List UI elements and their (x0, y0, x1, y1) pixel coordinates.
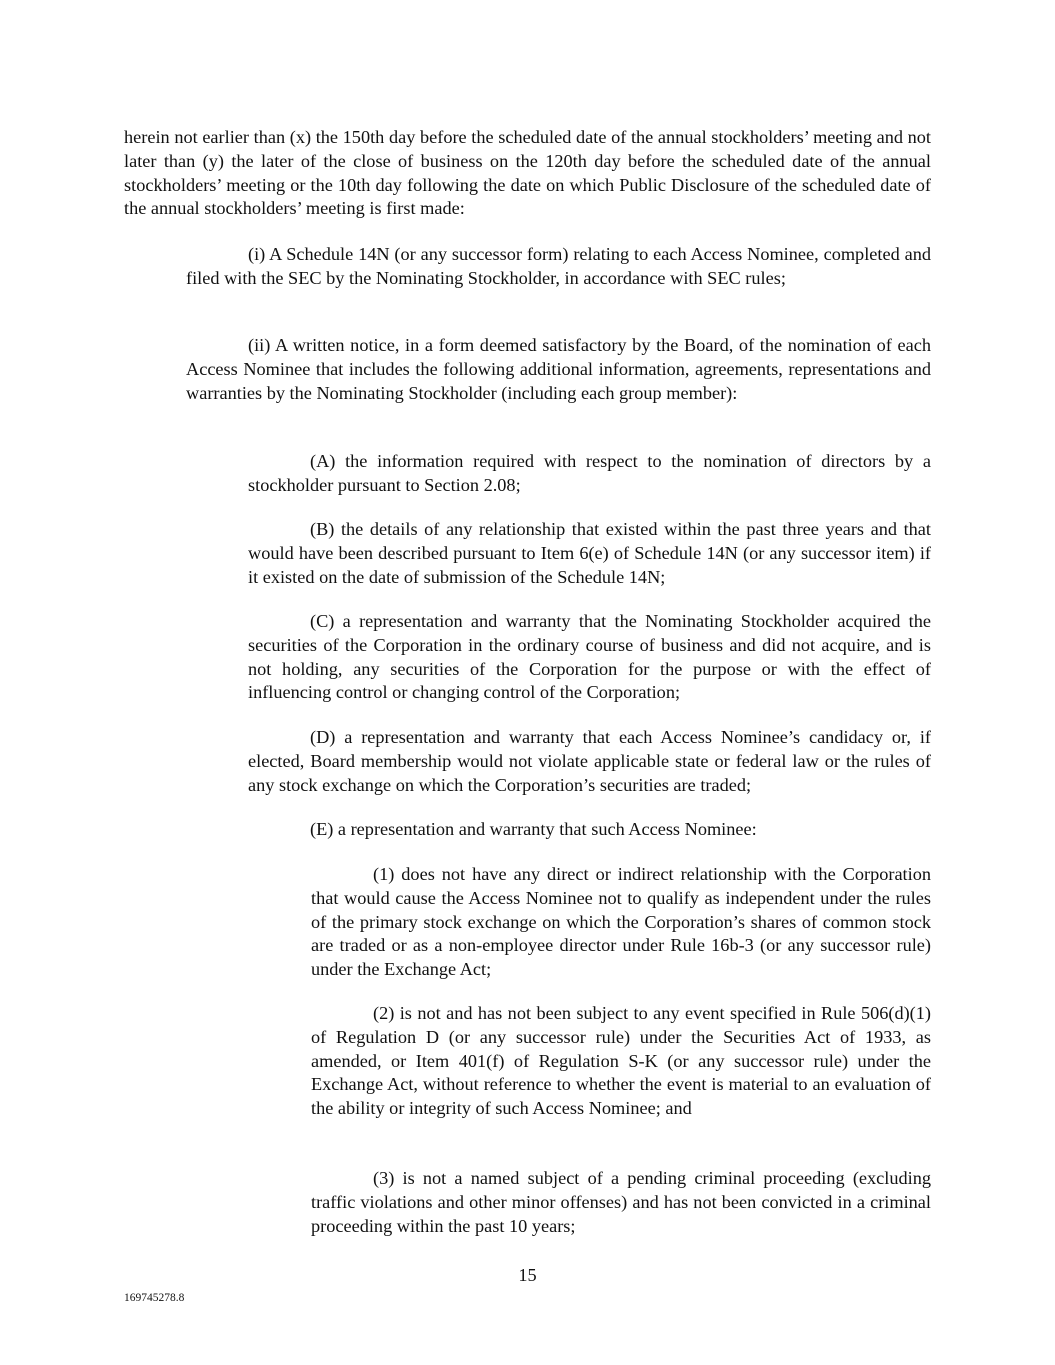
item-c-paragraph: (C) a representation and warranty that the Nominating Stockholder acquired the securities of the Corporation in the ordinary course of business and did not acquire, and is not holding, any securities of the Corporation for the purpose or with the effect of influencing control or changing control of the Corporation; (248, 611, 931, 703)
document-id: 169745278.8 (124, 1292, 185, 1304)
item-1-paragraph: (1) does not have any direct or indirect relationship with the Corporation that would cause the Access Nominee not to qualify as independent under the rules of the primary stock exchange on which the Corporation’s shares of common stock are traded or as a non-employee director under Rule 16b-3 (or any successor rule) under the Exchange Act; (311, 864, 931, 980)
item-i-paragraph: (i) A Schedule 14N (or any successor form) relating to each Access Nominee, completed and filed with the SEC by the Nominating Stockholder, in accordance with SEC rules; (186, 244, 931, 288)
page-number: 15 (518, 1265, 537, 1285)
intro-paragraph: herein not earlier than (x) the 150th day before the scheduled date of the annual stockholders’ meeting and not later than (y) the later of the close of business on the 120th day before the scheduled date of the annual stockholders’ meeting or the 10th day following the date on which Public Disclosure of the scheduled date of the annual stockholders’ meeting is first made: (124, 127, 931, 219)
item-b-paragraph: (B) the details of any relationship that existed within the past three years and that would have been described pursuant to Item 6(e) of Schedule 14N (or any successor item) if it existed on the date of submission of the Schedule 14N; (248, 519, 931, 587)
item-3-paragraph: (3) is not a named subject of a pending criminal proceeding (excluding traffic violations and other minor offenses) and has not been convicted in a criminal proceeding within the past 10 years; (311, 1168, 931, 1236)
item-ii-paragraph: (ii) A written notice, in a form deemed satisfactory by the Board, of the nomination of each Access Nominee that includes the following additional information, agreements, representations and warranties by the Nominating Stockholder (including each group member): (186, 335, 931, 403)
item-d-paragraph: (D) a representation and warranty that each Access Nominee’s candidacy or, if elected, Board membership would not violate applicable state or federal law or the rules of any stock exchange on which the Corporation’s securities are traded; (248, 727, 931, 795)
item-e-paragraph: (E) a representation and warranty that such Access Nominee: (310, 819, 757, 839)
item-a-paragraph: (A) the information required with respect to the nomination of directors by a stockholder pursuant to Section 2.08; (248, 451, 931, 495)
item-2-paragraph: (2) is not and has not been subject to any event specified in Rule 506(d)(1) of Regulation D (or any successor rule) under the Securities Act of 1933, as amended, or Item 401(f) of Regulation S-K (or any successor rule) under the Exchange Act, without reference to whether the event is material to an evaluation of the ability or integrity of such Access Nominee; and (311, 1003, 931, 1119)
